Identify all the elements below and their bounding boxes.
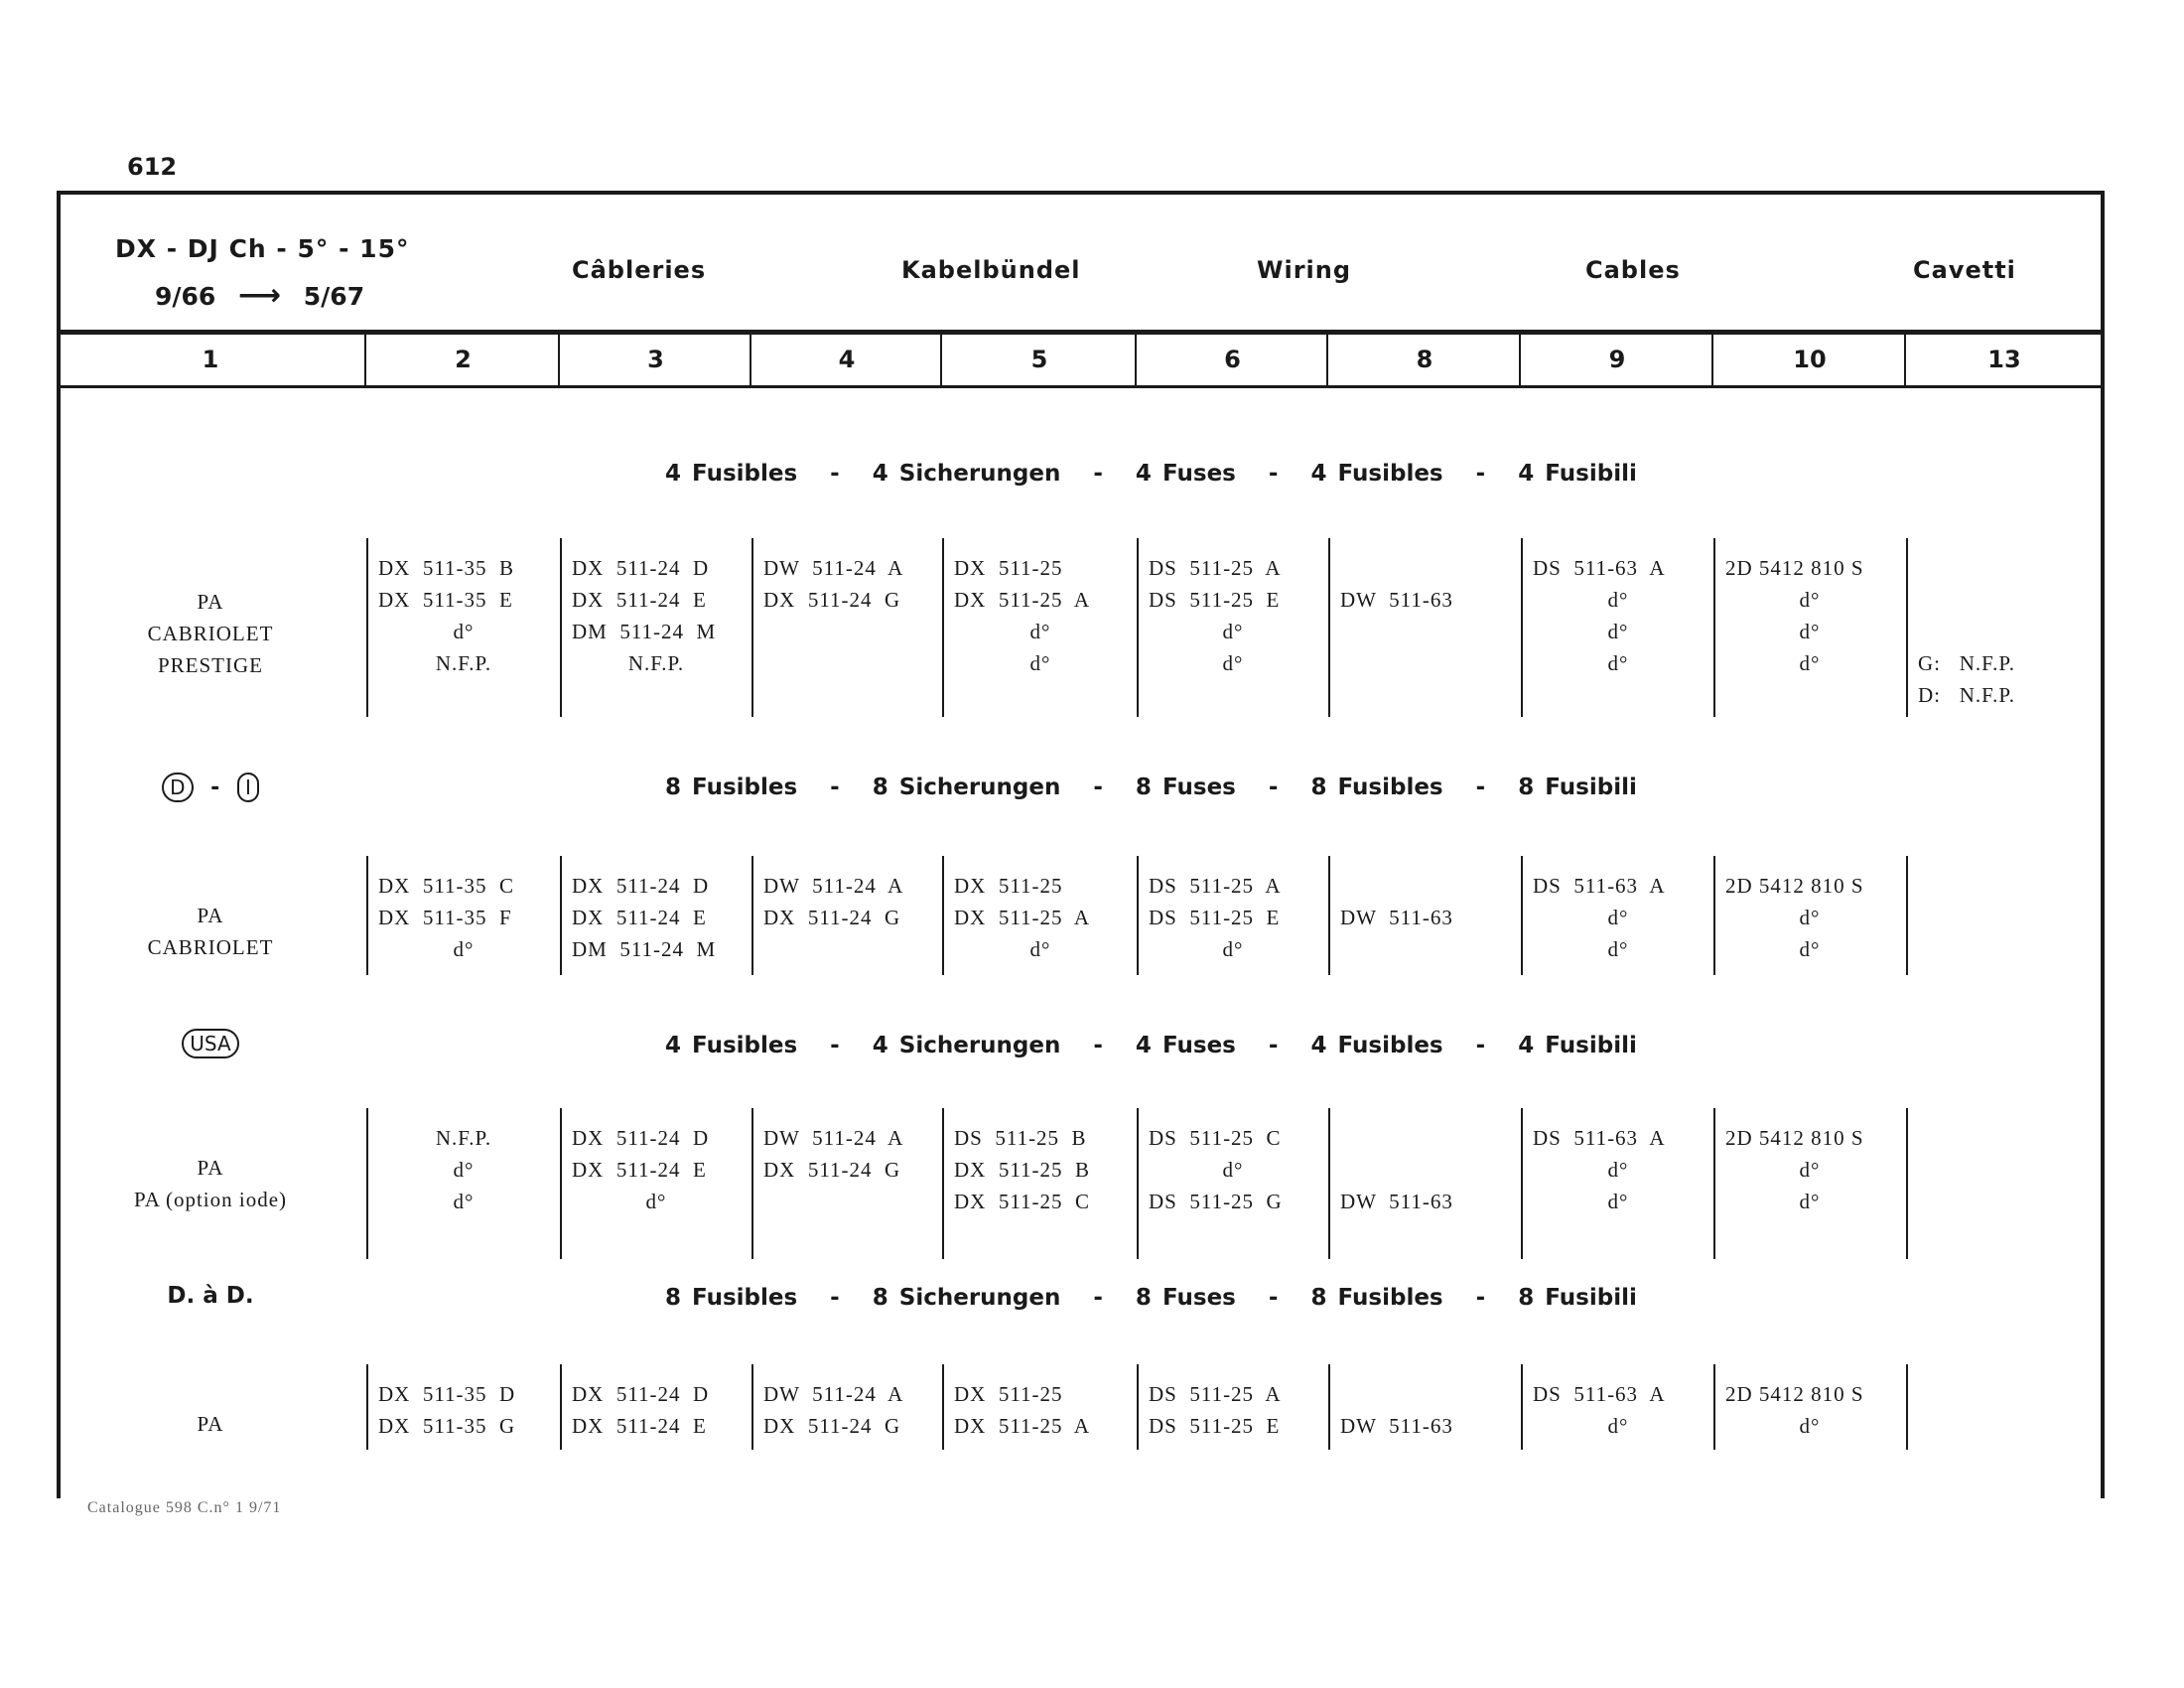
part-number: d° bbox=[1222, 937, 1244, 961]
part-cell bbox=[954, 870, 1127, 965]
part-number: d° bbox=[1607, 1414, 1629, 1438]
part-number: d° bbox=[1799, 1414, 1821, 1438]
part-number: d° bbox=[1029, 620, 1051, 643]
row-label-line: PRESTIGE bbox=[157, 653, 263, 677]
part-number: d° bbox=[1607, 906, 1629, 929]
part-number: DW 511-63 bbox=[1340, 906, 1453, 929]
part-cell bbox=[1340, 1378, 1509, 1442]
part-number: N.F.P. bbox=[627, 651, 685, 675]
part-number: DS 511-25 A bbox=[1149, 874, 1282, 898]
part-cell bbox=[572, 1122, 741, 1217]
column-13: 13 bbox=[1904, 334, 2103, 385]
page-number: 612 bbox=[127, 153, 178, 181]
part-number: DX 511-25 A bbox=[954, 906, 1091, 929]
part-number: 2D 5412 810 S bbox=[1725, 874, 1864, 898]
part-cell bbox=[1533, 1378, 1704, 1442]
part-cell bbox=[1149, 1378, 1317, 1442]
part-number: DX 511-24 G bbox=[763, 1414, 901, 1438]
part-number: d° bbox=[1799, 588, 1821, 612]
part-number: DS 511-63 A bbox=[1533, 874, 1666, 898]
part-number: DS 511-25 A bbox=[1149, 1382, 1282, 1406]
part-number bbox=[1340, 1154, 1509, 1186]
part-cell bbox=[572, 870, 741, 965]
part-number: DS 511-25 C bbox=[1149, 1126, 1282, 1150]
part-cell bbox=[378, 870, 549, 965]
part-number: d° bbox=[1222, 620, 1244, 643]
part-number: DX 511-24 G bbox=[763, 906, 901, 929]
model-code: DX - DJ Ch - 5° - 15° bbox=[115, 234, 410, 263]
part-number: d° bbox=[645, 1190, 667, 1213]
column-separator bbox=[1328, 856, 1330, 975]
part-cell bbox=[378, 552, 549, 679]
part-cell bbox=[1340, 552, 1509, 616]
part-number: DX 511-25 bbox=[954, 1382, 1063, 1406]
part-number: DW 511-24 A bbox=[763, 1382, 904, 1406]
column-separator bbox=[751, 1108, 753, 1259]
part-number: d° bbox=[1029, 937, 1051, 961]
row-label-line: PA bbox=[197, 1412, 224, 1436]
part-number: DS 511-63 A bbox=[1533, 1382, 1666, 1406]
part-number: G: N.F.P. bbox=[1918, 651, 2016, 675]
part-number: d° bbox=[1607, 651, 1629, 675]
part-cell bbox=[1340, 1122, 1509, 1217]
column-separator bbox=[751, 856, 753, 975]
part-number: DX 511-25 B bbox=[954, 1158, 1091, 1182]
title-english: Wiring bbox=[1257, 256, 1352, 284]
section-title: 8 Fusibles - 8 Sicherungen - 8 Fuses - 8 Fusibles - 8 Fusibili bbox=[665, 774, 1637, 800]
column-5: 5 bbox=[940, 334, 1137, 385]
column-separator bbox=[1328, 538, 1330, 717]
part-cell bbox=[1725, 1122, 1894, 1217]
part-cell bbox=[1149, 552, 1317, 679]
column-separator bbox=[560, 538, 562, 717]
part-number: DX 511-24 D bbox=[572, 874, 710, 898]
part-number: DX 511-35 G bbox=[378, 1414, 516, 1438]
column-separator bbox=[1713, 1108, 1715, 1259]
row-label-line: CABRIOLET bbox=[147, 935, 274, 959]
part-number: N.F.P. bbox=[435, 651, 492, 675]
title-french: Câbleries bbox=[572, 256, 707, 284]
row-label-line: PA (option iode) bbox=[133, 1188, 288, 1211]
part-number: DW 511-63 bbox=[1340, 1414, 1453, 1438]
part-number: DX 511-24 E bbox=[572, 906, 707, 929]
part-number: DS 511-63 A bbox=[1533, 1126, 1666, 1150]
row-label bbox=[62, 586, 359, 681]
column-separator bbox=[1137, 1364, 1139, 1450]
part-number: DX 511-25 A bbox=[954, 588, 1091, 612]
title-spanish: Cables bbox=[1585, 256, 1681, 284]
part-number: d° bbox=[1799, 937, 1821, 961]
column-separator bbox=[751, 1364, 753, 1450]
part-number: 2D 5412 810 S bbox=[1725, 1382, 1864, 1406]
row-label bbox=[62, 1408, 359, 1440]
market-separator: - bbox=[210, 775, 220, 800]
part-number: DX 511-24 D bbox=[572, 556, 710, 580]
column-1: 1 bbox=[202, 346, 219, 373]
part-cell bbox=[1533, 870, 1704, 965]
part-cell bbox=[1149, 870, 1317, 965]
column-separator bbox=[560, 1364, 562, 1450]
part-number: DX 511-35 E bbox=[378, 588, 513, 612]
part-number: DS 511-25 G bbox=[1149, 1190, 1283, 1213]
part-number bbox=[1340, 1378, 1509, 1410]
part-number: DX 511-24 D bbox=[572, 1126, 710, 1150]
part-cell bbox=[954, 1378, 1127, 1442]
column-separator bbox=[1906, 538, 1908, 717]
part-number: d° bbox=[1029, 651, 1051, 675]
market-label: D. à D. bbox=[167, 1283, 254, 1309]
part-number: d° bbox=[1799, 1190, 1821, 1213]
part-number: DX 511-35 D bbox=[378, 1382, 516, 1406]
part-number bbox=[1918, 616, 2089, 647]
column-separator bbox=[1521, 538, 1523, 717]
part-number: DX 511-24 G bbox=[763, 1158, 901, 1182]
column-separator bbox=[560, 1108, 562, 1259]
column-separator bbox=[942, 856, 944, 975]
part-number: DX 511-24 E bbox=[572, 1158, 707, 1182]
part-number: DS 511-25 A bbox=[1149, 556, 1282, 580]
part-number: d° bbox=[453, 1190, 475, 1213]
part-cell bbox=[763, 1122, 932, 1186]
part-number: DX 511-25 bbox=[954, 556, 1063, 580]
section-title: 4 Fusibles - 4 Sicherungen - 4 Fuses - 4 Fusibles - 4 Fusibili bbox=[665, 461, 1637, 487]
column-separator bbox=[942, 1364, 944, 1450]
part-number: DS 511-25 B bbox=[954, 1126, 1087, 1150]
part-number: d° bbox=[453, 620, 475, 643]
column-3: 3 bbox=[558, 334, 751, 385]
row-label bbox=[62, 900, 359, 963]
column-separator bbox=[1328, 1364, 1330, 1450]
part-number: DX 511-25 C bbox=[954, 1190, 1091, 1213]
column-separator bbox=[1906, 1364, 1908, 1450]
part-number: DW 511-63 bbox=[1340, 1190, 1453, 1213]
row-label-line: PA bbox=[197, 904, 224, 927]
column-9: 9 bbox=[1519, 334, 1713, 385]
market-badge: D bbox=[162, 773, 193, 802]
catalogue-footer: Catalogue 598 C.n° 1 9/71 bbox=[87, 1499, 282, 1516]
market-label bbox=[62, 773, 359, 802]
column-separator bbox=[366, 1364, 368, 1450]
column-separator bbox=[1713, 856, 1715, 975]
part-number: d° bbox=[1222, 651, 1244, 675]
market-label bbox=[62, 1029, 359, 1058]
part-number: d° bbox=[1799, 1158, 1821, 1182]
date-to: 5/67 bbox=[303, 282, 365, 311]
part-cell bbox=[378, 1378, 549, 1442]
column-separator bbox=[1906, 856, 1908, 975]
column-separator bbox=[1521, 856, 1523, 975]
column-separator bbox=[1328, 1108, 1330, 1259]
part-cell bbox=[1340, 870, 1509, 933]
part-number: d° bbox=[1799, 651, 1821, 675]
part-number: d° bbox=[1607, 1158, 1629, 1182]
column-2: 2 bbox=[364, 334, 560, 385]
part-number: DX 511-35 B bbox=[378, 556, 515, 580]
part-number: d° bbox=[1607, 588, 1629, 612]
part-number: d° bbox=[1607, 937, 1629, 961]
part-number: DW 511-63 bbox=[1340, 588, 1453, 612]
part-number bbox=[1340, 1122, 1509, 1154]
part-cell bbox=[378, 1122, 549, 1217]
part-number: 2D 5412 810 S bbox=[1725, 1126, 1864, 1150]
column-separator bbox=[1521, 1108, 1523, 1259]
column-separator bbox=[1906, 1108, 1908, 1259]
part-number: 2D 5412 810 S bbox=[1725, 556, 1864, 580]
part-cell bbox=[763, 870, 932, 933]
date-range bbox=[155, 278, 365, 313]
column-separator bbox=[751, 538, 753, 717]
column-separator bbox=[1713, 538, 1715, 717]
part-cell bbox=[1533, 552, 1704, 679]
section-title: 8 Fusibles - 8 Sicherungen - 8 Fuses - 8 Fusibles - 8 Fusibili bbox=[665, 1285, 1637, 1311]
part-number bbox=[1918, 584, 2089, 616]
part-cell bbox=[1918, 552, 2089, 711]
part-number: d° bbox=[1607, 620, 1629, 643]
column-number-row bbox=[57, 334, 2101, 388]
column-separator bbox=[1713, 1364, 1715, 1450]
part-number: DS 511-25 E bbox=[1149, 1414, 1281, 1438]
row-label bbox=[62, 1152, 359, 1215]
part-number: N.F.P. bbox=[435, 1126, 492, 1150]
column-8: 8 bbox=[1326, 334, 1521, 385]
column-separator bbox=[1521, 1364, 1523, 1450]
part-number bbox=[1340, 552, 1509, 584]
part-number: d° bbox=[453, 1158, 475, 1182]
part-number: d° bbox=[453, 937, 475, 961]
column-separator bbox=[366, 856, 368, 975]
part-cell bbox=[572, 552, 741, 679]
column-separator bbox=[942, 538, 944, 717]
row-label-line: PA bbox=[197, 1156, 224, 1180]
part-cell bbox=[1725, 552, 1894, 679]
part-cell bbox=[1149, 1122, 1317, 1217]
column-separator bbox=[560, 856, 562, 975]
part-number: DW 511-24 A bbox=[763, 556, 904, 580]
part-cell bbox=[954, 552, 1127, 679]
market-badge: I bbox=[237, 773, 259, 802]
arrow-right-icon: ⟶ bbox=[238, 278, 282, 313]
column-separator bbox=[942, 1108, 944, 1259]
column-4: 4 bbox=[750, 334, 942, 385]
part-number bbox=[1918, 552, 2089, 584]
section-title: 4 Fusibles - 4 Sicherungen - 4 Fuses - 4 Fusibles - 4 Fusibili bbox=[665, 1033, 1637, 1058]
part-number: DX 511-25 A bbox=[954, 1414, 1091, 1438]
part-number: DX 511-24 D bbox=[572, 1382, 710, 1406]
part-cell bbox=[1533, 1122, 1704, 1217]
part-number: DW 511-24 A bbox=[763, 1126, 904, 1150]
column-separator bbox=[1137, 856, 1139, 975]
part-cell bbox=[763, 1378, 932, 1442]
part-number: DM 511-24 M bbox=[572, 937, 717, 961]
part-number bbox=[1340, 870, 1509, 902]
part-number: DX 511-35 F bbox=[378, 906, 512, 929]
part-number: DS 511-63 A bbox=[1533, 556, 1666, 580]
part-number: D: N.F.P. bbox=[1918, 683, 2016, 707]
part-number: DS 511-25 E bbox=[1149, 588, 1281, 612]
date-from: 9/66 bbox=[155, 282, 216, 311]
column-6: 6 bbox=[1135, 334, 1328, 385]
part-cell bbox=[763, 552, 932, 616]
part-number: DX 511-25 bbox=[954, 874, 1063, 898]
part-number: DX 511-24 G bbox=[763, 588, 901, 612]
column-separator bbox=[366, 538, 368, 717]
part-cell bbox=[1725, 1378, 1894, 1442]
column-separator bbox=[366, 1108, 368, 1259]
title-italian: Cavetti bbox=[1913, 256, 2016, 284]
part-number: d° bbox=[1607, 1190, 1629, 1213]
column-10: 10 bbox=[1711, 334, 1906, 385]
part-number: DX 511-24 E bbox=[572, 1414, 707, 1438]
part-cell bbox=[954, 1122, 1127, 1217]
part-number: DS 511-25 E bbox=[1149, 906, 1281, 929]
row-label-line: CABRIOLET bbox=[147, 622, 274, 645]
part-number: DX 511-24 E bbox=[572, 588, 707, 612]
part-number: d° bbox=[1222, 1158, 1244, 1182]
part-number: DM 511-24 M bbox=[572, 620, 717, 643]
market-badge: USA bbox=[182, 1029, 238, 1058]
part-number: DW 511-24 A bbox=[763, 874, 904, 898]
part-number: d° bbox=[1799, 906, 1821, 929]
part-number: DX 511-35 C bbox=[378, 874, 515, 898]
title-german: Kabelbündel bbox=[901, 256, 1081, 284]
column-separator bbox=[1137, 538, 1139, 717]
part-cell bbox=[1725, 870, 1894, 965]
row-label-line: PA bbox=[197, 590, 224, 614]
column-separator bbox=[1137, 1108, 1139, 1259]
part-number: d° bbox=[1799, 620, 1821, 643]
part-cell bbox=[572, 1378, 741, 1442]
